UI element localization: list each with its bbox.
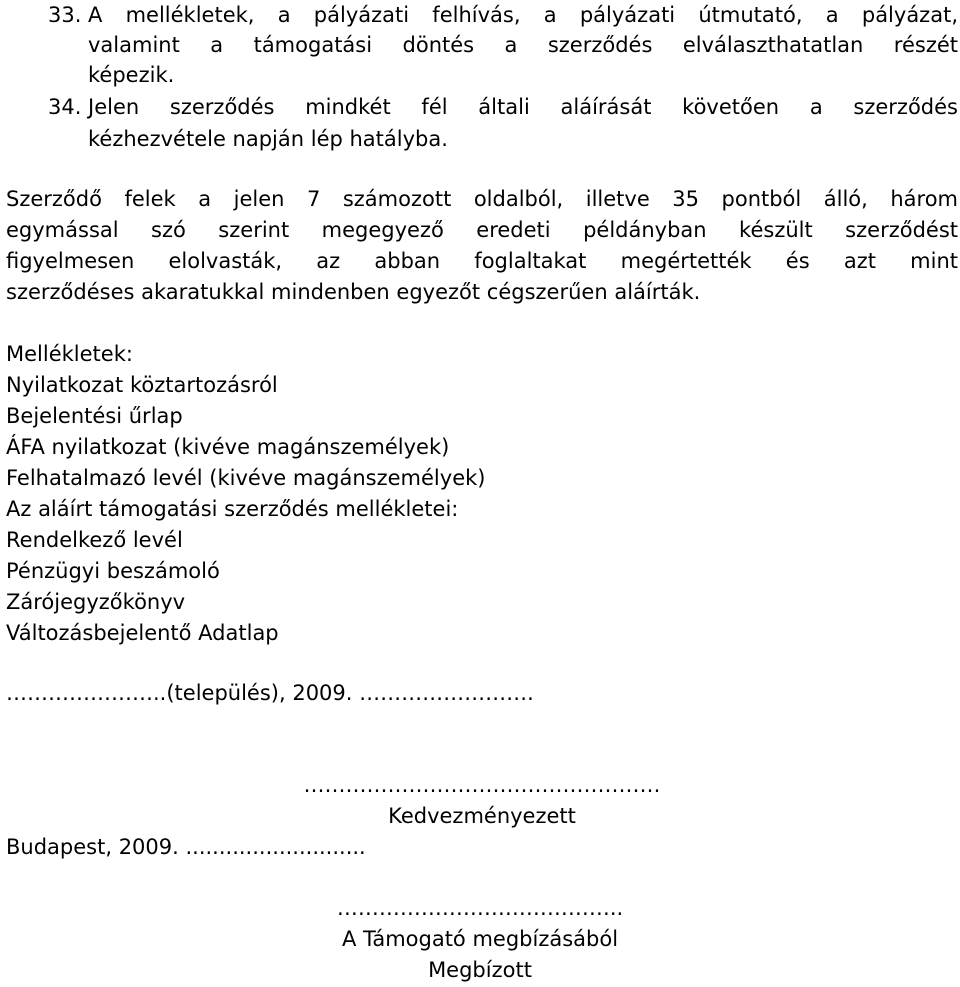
attachment-item: Az aláírt támogatási szerződés mellékletei: <box>6 497 459 521</box>
attachment-item: Felhatalmazó levél (kivéve magánszemélyek) <box>6 466 486 490</box>
paragraph-line: egymással szó szerint megegyező eredeti példányban készült szerződést <box>6 218 958 242</box>
place-date-line: …………………..(település), 2009. ……………………. <box>6 681 534 705</box>
item-text-line: valamint a támogatási döntés a szerződés elválaszthatatlan részét <box>88 33 958 57</box>
item-number: 34. <box>48 95 82 119</box>
budapest-date-line: Budapest, 2009. ........................... <box>6 835 366 859</box>
item-text-line: kézhezvétele napján lép hatályba. <box>88 127 448 151</box>
item-text-line: A mellékletek, a pályázati felhívás, a pályázati útmutató, a pályázat, <box>88 3 958 27</box>
attachment-item: ÁFA nyilatkozat (kivéve magánszemélyek) <box>6 435 450 459</box>
item-text-line: képezik. <box>88 63 175 87</box>
paragraph-line: Szerződő felek a jelen 7 számozott oldalból, illetve 35 pontból álló, három <box>6 187 958 211</box>
signature-title: Kedvezményezett <box>388 804 576 828</box>
paragraph-line: szerződéses akaratukkal mindenben egyezőt cégszerűen aláírták. <box>6 280 701 304</box>
signature-title: Megbízott <box>428 958 532 982</box>
signature-dots: ………………………………….. <box>336 896 624 920</box>
attachment-item: Bejelentési űrlap <box>6 404 183 428</box>
attachment-item: Rendelkező levél <box>6 528 183 552</box>
signature-dots: …………………………………………… <box>303 773 661 797</box>
signature-authority: A Támogató megbízásából <box>341 927 619 951</box>
item-text-line: Jelen szerződés mindkét fél általi aláírását követően a szerződés <box>88 95 958 119</box>
attachments-heading: Mellékletek: <box>6 342 133 366</box>
attachment-item: Változásbejelentő Adatlap <box>6 621 279 645</box>
attachment-item: Pénzügyi beszámoló <box>6 559 220 583</box>
item-number: 33. <box>48 3 82 27</box>
paragraph-line: figyelmesen elolvasták, az abban foglaltakat megértették és azt mint <box>6 249 958 273</box>
attachment-item: Nyilatkozat köztartozásról <box>6 373 278 397</box>
attachment-item: Zárójegyzőkönyv <box>6 590 186 614</box>
